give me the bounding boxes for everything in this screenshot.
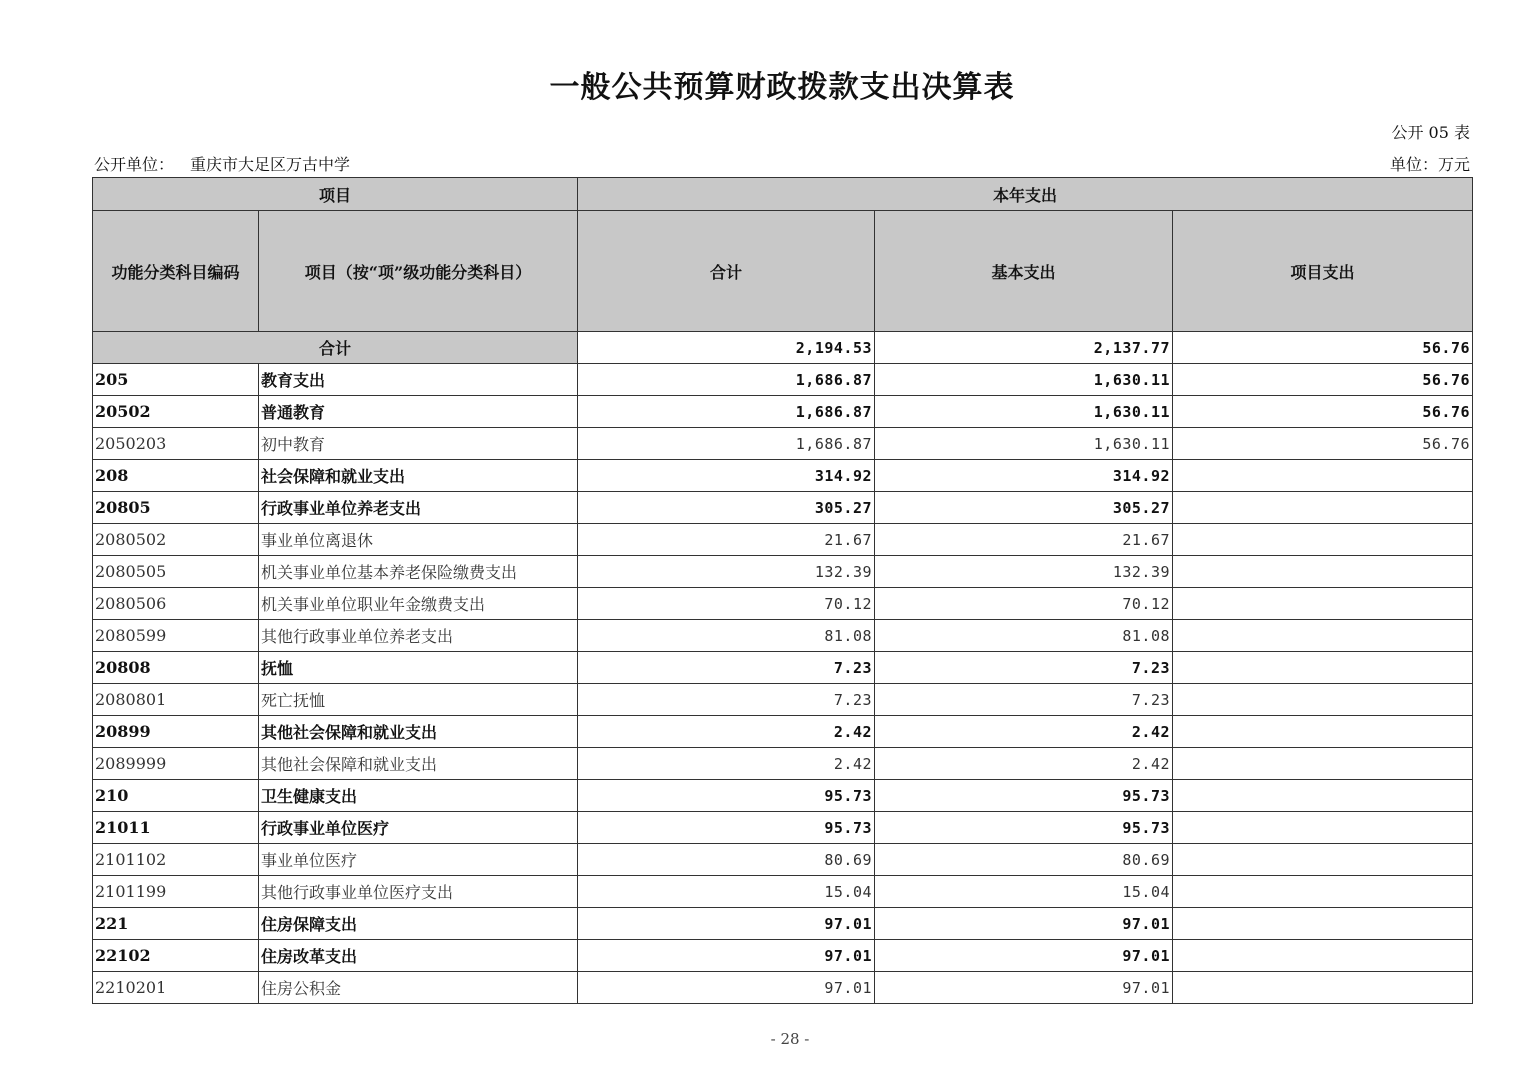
row-name: 行政事业单位养老支出: [259, 492, 578, 524]
row-basic: 1,630.11: [875, 364, 1173, 396]
row-code: 2101199: [93, 876, 259, 908]
row-proj: [1173, 908, 1473, 940]
table-row: [93, 940, 1473, 972]
row-total: 97.01: [578, 940, 875, 972]
row-code: 208: [93, 460, 259, 492]
row-total: 1,686.87: [578, 364, 875, 396]
row-name: 教育支出: [259, 364, 578, 396]
row-code: 2080505: [93, 556, 259, 588]
row-total: 97.01: [578, 972, 875, 1004]
row-total: 95.73: [578, 780, 875, 812]
page-number: - 28 -: [770, 1030, 810, 1048]
row-proj: [1173, 748, 1473, 780]
total-proj: 56.76: [1173, 332, 1473, 364]
row-name: 初中教育: [259, 428, 578, 460]
header-current-year: 本年支出: [578, 178, 1473, 211]
table-row: [93, 428, 1473, 460]
row-name: 机关事业单位基本养老保险缴费支出: [259, 556, 578, 588]
table-row: [93, 460, 1473, 492]
row-code: 2050203: [93, 428, 259, 460]
row-total: 1,686.87: [578, 396, 875, 428]
row-total: 97.01: [578, 908, 875, 940]
row-basic: 1,630.11: [875, 428, 1173, 460]
row-basic: 81.08: [875, 620, 1173, 652]
reporting-unit-name: 重庆市大足区万古中学: [190, 155, 351, 174]
row-proj: 56.76: [1173, 396, 1473, 428]
row-proj: [1173, 780, 1473, 812]
row-name: 其他社会保障和就业支出: [259, 716, 578, 748]
row-name: 机关事业单位职业年金缴费支出: [259, 588, 578, 620]
table-row: [93, 844, 1473, 876]
row-proj: [1173, 972, 1473, 1004]
table-row: [93, 492, 1473, 524]
row-basic: 132.39: [875, 556, 1173, 588]
reporting-unit: [94, 152, 350, 175]
row-basic: 15.04: [875, 876, 1173, 908]
table-row: [93, 972, 1473, 1004]
row-proj: [1173, 652, 1473, 684]
row-code: 21011: [93, 812, 259, 844]
total-label: 合计: [93, 332, 578, 364]
row-basic: 2.42: [875, 748, 1173, 780]
row-basic: 95.73: [875, 780, 1173, 812]
row-total: 21.67: [578, 524, 875, 556]
row-basic: 97.01: [875, 940, 1173, 972]
table-row: [93, 652, 1473, 684]
row-basic: 70.12: [875, 588, 1173, 620]
row-total: 305.27: [578, 492, 875, 524]
row-basic: 80.69: [875, 844, 1173, 876]
row-name: 事业单位医疗: [259, 844, 578, 876]
row-proj: [1173, 620, 1473, 652]
row-code: 221: [93, 908, 259, 940]
table-row: [93, 556, 1473, 588]
row-code: 22102: [93, 940, 259, 972]
table-row: [93, 908, 1473, 940]
row-basic: 95.73: [875, 812, 1173, 844]
row-total: 70.12: [578, 588, 875, 620]
table-row: [93, 620, 1473, 652]
row-code: 2101102: [93, 844, 259, 876]
table-row: [93, 876, 1473, 908]
header-project: 项目: [93, 178, 578, 211]
table-row: [93, 396, 1473, 428]
table-row: [93, 364, 1473, 396]
row-total: 1,686.87: [578, 428, 875, 460]
row-proj: [1173, 460, 1473, 492]
row-proj: [1173, 844, 1473, 876]
row-name: 住房保障支出: [259, 908, 578, 940]
row-total: 2.42: [578, 716, 875, 748]
row-total: 80.69: [578, 844, 875, 876]
row-proj: [1173, 940, 1473, 972]
row-basic: 314.92: [875, 460, 1173, 492]
row-proj: [1173, 556, 1473, 588]
row-proj: 56.76: [1173, 428, 1473, 460]
row-name: 其他社会保障和就业支出: [259, 748, 578, 780]
row-total: 15.04: [578, 876, 875, 908]
row-basic: 305.27: [875, 492, 1173, 524]
row-code: 2089999: [93, 748, 259, 780]
row-total: 95.73: [578, 812, 875, 844]
header-name: 项目（按“项”级功能分类科目）: [259, 211, 578, 332]
total-row: [93, 332, 1473, 364]
table-row: [93, 716, 1473, 748]
row-name: 卫生健康支出: [259, 780, 578, 812]
header-basic: 基本支出: [875, 211, 1173, 332]
row-basic: 1,630.11: [875, 396, 1173, 428]
total-basic: 2,137.77: [875, 332, 1173, 364]
row-code: 2080506: [93, 588, 259, 620]
header-total: 合计: [578, 211, 875, 332]
row-name: 抚恤: [259, 652, 578, 684]
row-basic: 97.01: [875, 972, 1173, 1004]
row-proj: [1173, 876, 1473, 908]
row-proj: [1173, 716, 1473, 748]
row-name: 事业单位离退休: [259, 524, 578, 556]
row-name: 行政事业单位医疗: [259, 812, 578, 844]
table-row: [93, 748, 1473, 780]
table-row: [93, 684, 1473, 716]
row-code: 2080599: [93, 620, 259, 652]
row-basic: 7.23: [875, 684, 1173, 716]
row-name: 社会保障和就业支出: [259, 460, 578, 492]
currency-unit: 单位：万元: [1389, 155, 1470, 174]
row-name: 住房公积金: [259, 972, 578, 1004]
total-amount: 2,194.53: [578, 332, 875, 364]
row-basic: 2.42: [875, 716, 1173, 748]
row-basic: 97.01: [875, 908, 1173, 940]
row-code: 20502: [93, 396, 259, 428]
table-row: [93, 780, 1473, 812]
row-proj: 56.76: [1173, 364, 1473, 396]
row-code: 205: [93, 364, 259, 396]
row-total: 7.23: [578, 684, 875, 716]
row-proj: [1173, 588, 1473, 620]
row-code: 2210201: [93, 972, 259, 1004]
table-row: [93, 812, 1473, 844]
row-code: 20899: [93, 716, 259, 748]
form-number: 公开 05 表: [1391, 123, 1470, 142]
row-proj: [1173, 684, 1473, 716]
row-proj: [1173, 524, 1473, 556]
row-basic: 21.67: [875, 524, 1173, 556]
row-name: 其他行政事业单位医疗支出: [259, 876, 578, 908]
row-name: 住房改革支出: [259, 940, 578, 972]
row-name: 其他行政事业单位养老支出: [259, 620, 578, 652]
row-total: 314.92: [578, 460, 875, 492]
reporting-unit-label: 公开单位：: [94, 155, 175, 174]
row-code: 2080801: [93, 684, 259, 716]
row-code: 20805: [93, 492, 259, 524]
report-title: 一般公共预算财政拨款支出决算表: [549, 70, 1015, 105]
row-total: 81.08: [578, 620, 875, 652]
row-total: 2.42: [578, 748, 875, 780]
row-proj: [1173, 492, 1473, 524]
row-total: 132.39: [578, 556, 875, 588]
expenditure-table: [92, 177, 1473, 1004]
row-total: 7.23: [578, 652, 875, 684]
row-name: 死亡抚恤: [259, 684, 578, 716]
table-row: [93, 588, 1473, 620]
row-proj: [1173, 812, 1473, 844]
header-proj: 项目支出: [1173, 211, 1473, 332]
table-row: [93, 524, 1473, 556]
header-code: 功能分类科目编码: [93, 211, 259, 332]
row-code: 210: [93, 780, 259, 812]
row-basic: 7.23: [875, 652, 1173, 684]
row-code: 20808: [93, 652, 259, 684]
row-code: 2080502: [93, 524, 259, 556]
row-name: 普通教育: [259, 396, 578, 428]
